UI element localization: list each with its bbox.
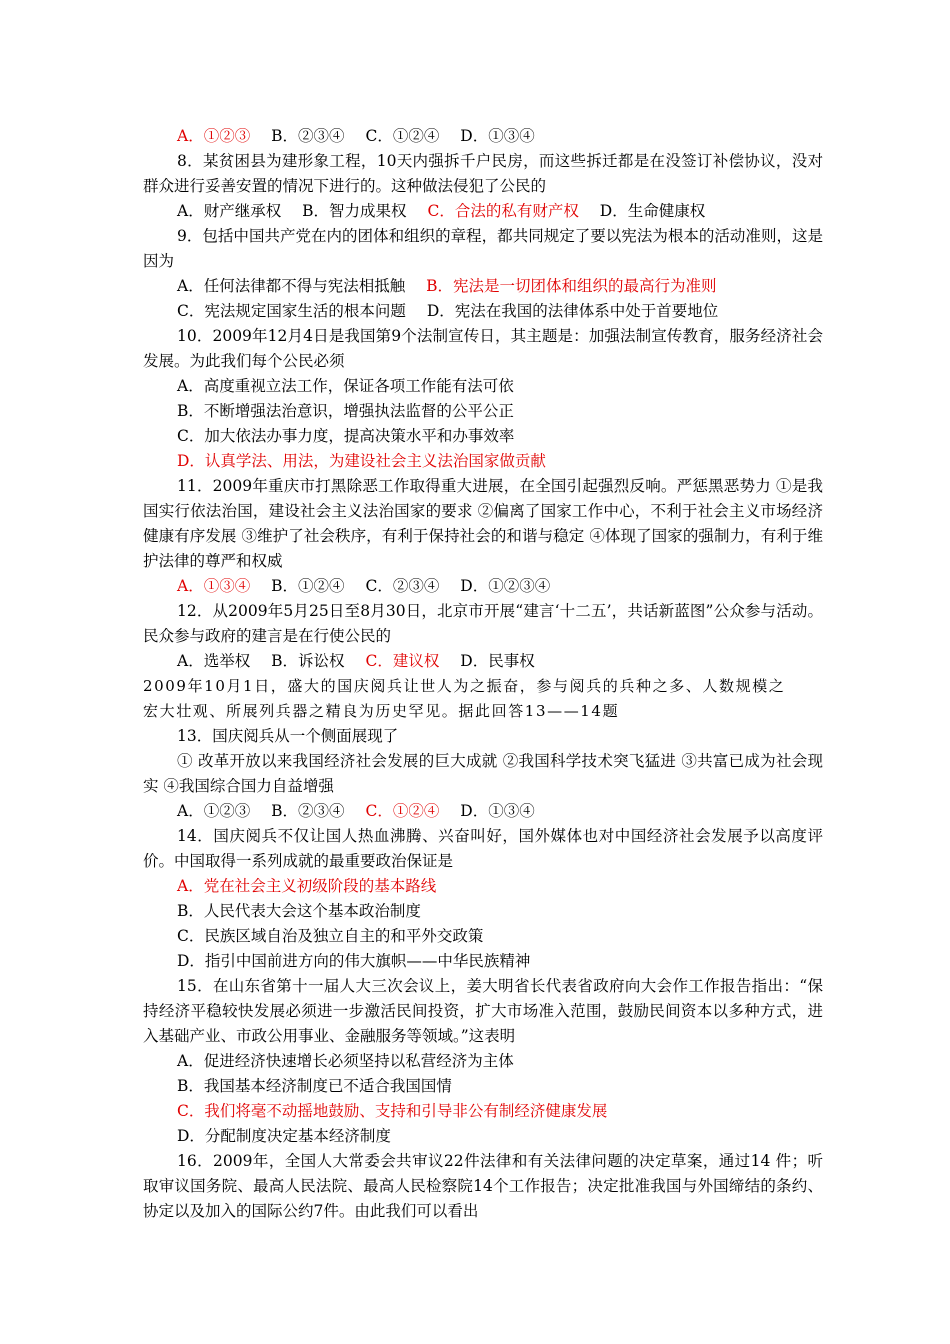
q9-option-c: C．宪法规定国家生活的根本问题 <box>177 302 406 320</box>
q8-option-d: D．生命健康权 <box>599 202 706 220</box>
q12-option-d: D．民事权 <box>460 652 535 670</box>
q11-options <box>143 574 823 599</box>
q9-option-d: D．宪法在我国的法律体系中处于首要地位 <box>426 302 719 320</box>
q10-option-d-answer: D．认真学法、用法，为建设社会主义法治国家做贡献 <box>177 452 546 470</box>
q14-option-c: C．民族区域自治及独立自主的和平外交政策 <box>177 927 484 945</box>
q15-stem: 15．在山东省第十一届人大三次会议上，姜大明省长代表省政府向大会作工作报告指出：“保持经济平稳较快发展必须进一步激活民间投资，扩大市场准入范围，鼓励民间资本以多种方式，进入基础产业、市政公用事业、金融服务等领域。”这表明 <box>143 977 823 1045</box>
q10-option-a: A．高度重视立法工作，保证各项工作能有法可依 <box>177 377 514 395</box>
q16-stem: 16．2009年，全国人大常委会共审议22件法律和有关法律问题的决定草案，通过14 件；听取审议国务院、最高人民法院、最高人民检察院14个工作报告；决定批准我国与外国缔结的条约、协定以及加入的国际公约7件。由此我们可以看出 <box>143 1152 823 1220</box>
q10-option-c: C．加大依法办事力度，提高决策水平和办事效率 <box>177 427 515 445</box>
q12-stem: 12．从2009年5月25日至8月30日，北京市开展“建言‘十二五’，共话新蓝图”公众参与活动。民众参与政府的建言是在行使公民的 <box>143 602 823 645</box>
q9-option-a: A．任何法律都不得与宪法相抵触 <box>177 277 406 295</box>
q12-option-b: B．诉讼权 <box>271 652 345 670</box>
q13-option-a: A．①②③ <box>177 802 251 820</box>
q15-option-d: D．分配制度决定基本经济制度 <box>177 1127 391 1145</box>
q12-options <box>143 649 823 674</box>
material-line-1: 2009年10月1日，盛大的国庆阅兵让世人为之振奋，参与阅兵的兵种之多、人数规模之 <box>143 677 786 695</box>
q13-option-d: D．①③④ <box>460 802 535 820</box>
q9-options-cd <box>143 299 823 324</box>
q9-stem: 9．包括中国共产党在内的团体和组织的章程，都共同规定了要以宪法为根本的活动准则，这是因为 <box>143 227 823 270</box>
q7-option-b: B．②③④ <box>271 127 345 145</box>
q13-option-c-answer: C．①②④ <box>365 802 440 820</box>
q14-option-b: B．人民代表大会这个基本政治制度 <box>177 902 421 920</box>
q15-option-b: B．我国基本经济制度已不适合我国国情 <box>177 1077 452 1095</box>
q14-option-a-answer: A．党在社会主义初级阶段的基本路线 <box>177 877 437 895</box>
q11-option-c: C．②③④ <box>365 577 440 595</box>
q11-option-d: D．①②③④ <box>460 577 551 595</box>
q7-option-a-answer: A．①②③ <box>177 127 251 145</box>
q8-options <box>143 199 823 224</box>
q13-body: ① 改革开放以来我国经济社会发展的巨大成就 ②我国科学技术突飞猛进 ③共富已成为社会现实 ④我国综合国力自益增强 <box>143 752 823 795</box>
q15-option-a: A．促进经济快速增长必须坚持以私营经济为主体 <box>177 1052 514 1070</box>
q15-option-c-answer: C．我们将毫不动摇地鼓励、支持和引导非公有制经济健康发展 <box>177 1102 608 1120</box>
q10-option-b: B．不断增强法治意识，增强执法监督的公平公正 <box>177 402 514 420</box>
q7-options <box>143 124 823 149</box>
q13-stem: 13．国庆阅兵从一个侧面展现了 <box>177 727 399 745</box>
q9-options-ab <box>143 274 823 299</box>
q8-option-b: B．智力成果权 <box>302 202 407 220</box>
q7-option-c: C．①②④ <box>365 127 440 145</box>
q11-option-a-answer: A．①③④ <box>177 577 251 595</box>
q11-stem: 11．2009年重庆市打黑除恶工作取得重大进展，在全国引起强烈反响。严惩黑恶势力 ①是我国实行依法治国，建设社会主义法治国家的要求 ②偏离了国家工作中心，不利于社会主义市场经济健康有序发展 ③维护了社会秩序，有利于保持社会的和谐与稳定 ④体现了国家的强制力，有利于维护法律的尊严和权威 <box>143 477 823 570</box>
q12-option-c-answer: C．建议权 <box>365 652 440 670</box>
q14-stem: 14．国庆阅兵不仅让国人热血沸腾、兴奋叫好，国外媒体也对中国经济社会发展予以高度评价。中国取得一系列成就的最重要政治保证是 <box>143 827 823 870</box>
q8-option-a: A．财产继承权 <box>177 202 282 220</box>
q14-option-d: D．指引中国前进方向的伟大旗帜——中华民族精神 <box>177 952 531 970</box>
q12-option-a: A．选举权 <box>177 652 251 670</box>
q11-option-b: B．①②④ <box>271 577 345 595</box>
q13-option-b: B．②③④ <box>271 802 345 820</box>
document-page <box>143 124 823 1224</box>
q8-stem: 8．某贫困县为建形象工程，10天内强拆千户民房，而这些拆迁都是在没签订补偿协议，没对群众进行妥善安置的情况下进行的。这种做法侵犯了公民的 <box>143 152 823 195</box>
material-line-2: 宏大壮观、所展列兵器之精良为历史罕见。据此回答13——14题 <box>143 702 620 720</box>
q10-stem: 10．2009年12月4日是我国第9个法制宣传日，其主题是：加强法制宣传教育，服务经济社会发展。为此我们每个公民必须 <box>143 327 823 370</box>
q13-options <box>143 799 823 824</box>
q8-option-c-answer: C．合法的私有财产权 <box>427 202 579 220</box>
q9-option-b-answer: B．宪法是一切团体和组织的最高行为准则 <box>426 277 717 295</box>
q7-option-d: D．①③④ <box>460 127 535 145</box>
